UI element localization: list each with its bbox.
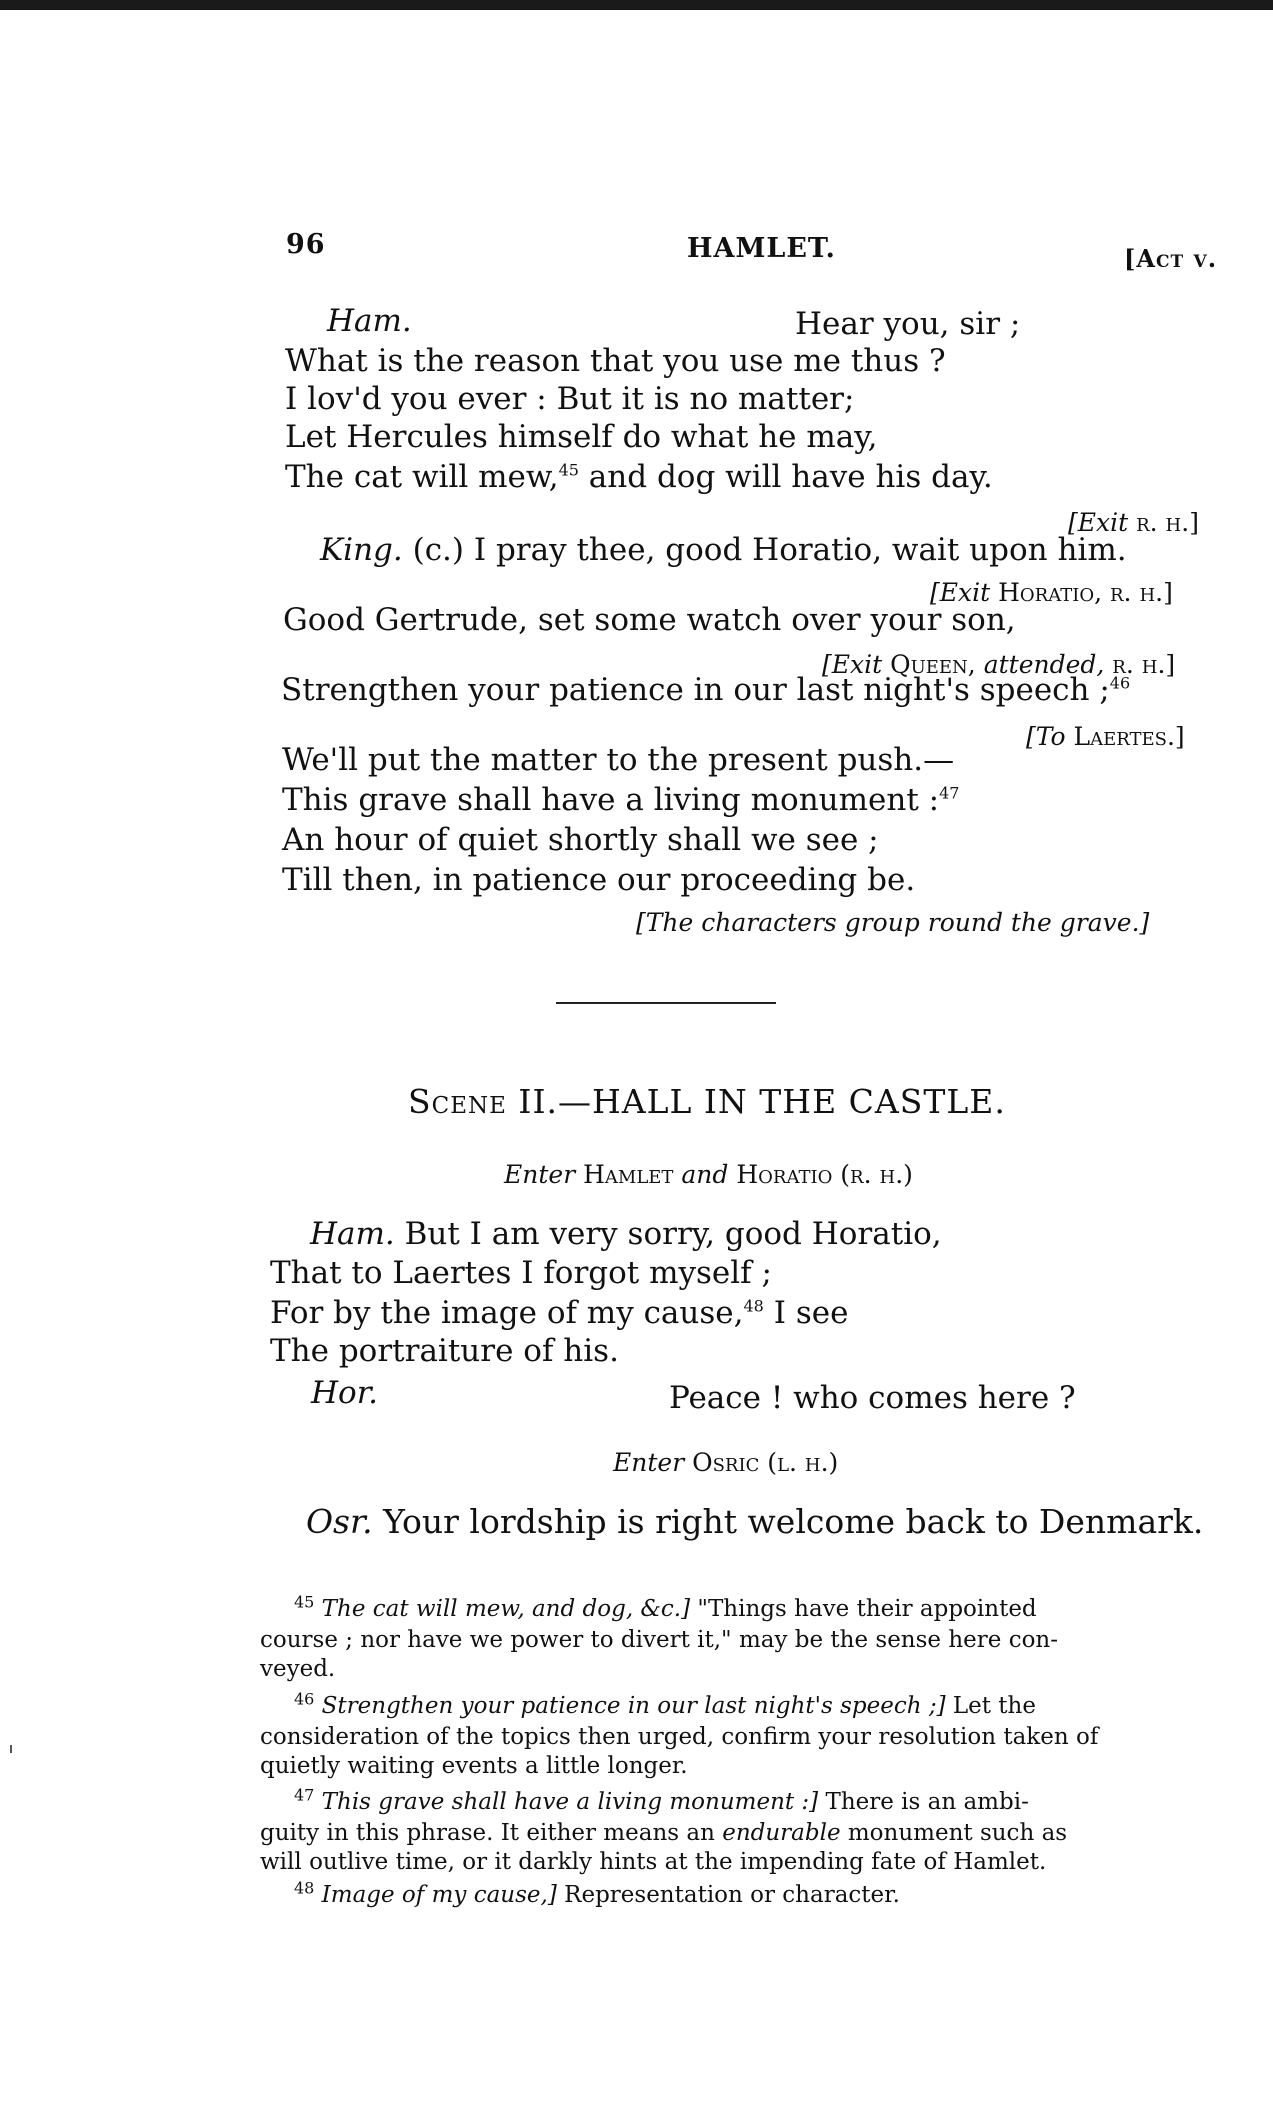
stage-direction: [Exit Queen, attended, r. h.]: [822, 650, 1176, 679]
speech-king: King. (c.) I pray thee, good Horatio, wait upon him.: [320, 532, 1127, 568]
verse-line: Hear you, sir ;: [795, 306, 1021, 342]
stage-direction: Enter Osric (l. h.): [613, 1448, 839, 1477]
footnote-47: $^{47}$ This grave shall have a living monument :] There is an ambi-: [294, 1785, 1029, 1815]
stage-direction: Enter Hamlet and Horatio (r. h.): [504, 1160, 913, 1189]
verse-line: That to Laertes I forgot myself ;: [270, 1255, 772, 1291]
speaker-ham: Ham.: [310, 1216, 395, 1252]
speech-osr: Osr. Your lordship is right welcome back to Denmark.: [306, 1502, 1204, 1541]
speaker-ham: Ham.: [327, 303, 412, 339]
verse-line: The cat will mew,$^{45}$ and dog will have his day.: [285, 459, 993, 495]
footnote-line: will outlive time, or it darkly hints at the impending fate of Hamlet.: [260, 1849, 1047, 1875]
footnote-ref[interactable]: 46: [1109, 673, 1131, 693]
speaker-osr: Osr.: [306, 1502, 373, 1541]
speaker-king: King.: [320, 532, 403, 568]
running-title: HAMLET.: [687, 233, 836, 264]
footnote-line: guity in this phrase. It either means an endurable monument such as: [260, 1820, 1068, 1846]
verse-line: Good Gertrude, set some watch over your son,: [283, 602, 1016, 638]
footnote-line: veyed.: [260, 1656, 336, 1682]
margin-mark: [10, 1745, 12, 1753]
stage-direction: [The characters group round the grave.]: [636, 908, 1150, 937]
verse-line: Let Hercules himself do what he may,: [285, 419, 878, 455]
page-number: 96: [286, 229, 326, 260]
verse-line: The portraiture of his.: [270, 1333, 619, 1369]
footnote-48: $^{48}$ Image of my cause,] Representation or character.: [294, 1878, 900, 1908]
verse-line: We'll put the matter to the present push.—: [282, 742, 955, 778]
speaker-hor: Hor.: [311, 1375, 378, 1411]
verse-line: For by the image of my cause,$^{48}$ I see: [270, 1295, 849, 1331]
verse-line: Peace ! who comes here ?: [669, 1380, 1076, 1416]
speech-ham: Ham. But I am very sorry, good Horatio,: [310, 1216, 942, 1252]
footnote-45: $^{45}$ The cat will mew, and dog, &c.] "Things have their appointed: [294, 1592, 1037, 1622]
footnote-line: quietly waiting events a little longer.: [260, 1753, 688, 1779]
scene-heading: Scene II.—HALL IN THE CASTLE.: [408, 1082, 1006, 1121]
footnote-ref[interactable]: 47: [939, 783, 960, 803]
stage-direction: [Exit r. h.]: [1068, 508, 1199, 537]
verse-line: I lov'd you ever : But it is no matter;: [285, 381, 855, 417]
footnote-46: $^{46}$ Strengthen your patience in our last night's speech ;] Let the: [294, 1689, 1036, 1719]
footnote-ref[interactable]: 48: [743, 1296, 764, 1316]
footnote-ref[interactable]: 45: [558, 460, 579, 480]
verse-line: Till then, in patience our proceeding be.: [282, 862, 916, 898]
verse-line: This grave shall have a living monument :$^{47}$: [282, 782, 960, 818]
footnote-line: consideration of the topics then urged, confirm your resolution taken of: [260, 1724, 1099, 1750]
footnote-line: course ; nor have we power to divert it," may be the sense here con-: [260, 1627, 1059, 1653]
act-label: [Act v.: [1124, 244, 1218, 273]
verse-line: An hour of quiet shortly shall we see ;: [282, 822, 879, 858]
section-divider: [556, 1002, 776, 1004]
stage-direction: [Exit Horatio, r. h.]: [930, 578, 1173, 607]
verse-line: Strengthen your patience in our last night's speech ;$^{46}$: [281, 672, 1131, 708]
verse-line: What is the reason that you use me thus ?: [285, 343, 946, 379]
page-top-edge: [0, 0, 1273, 10]
stage-direction: [To Laertes.]: [1026, 722, 1185, 751]
